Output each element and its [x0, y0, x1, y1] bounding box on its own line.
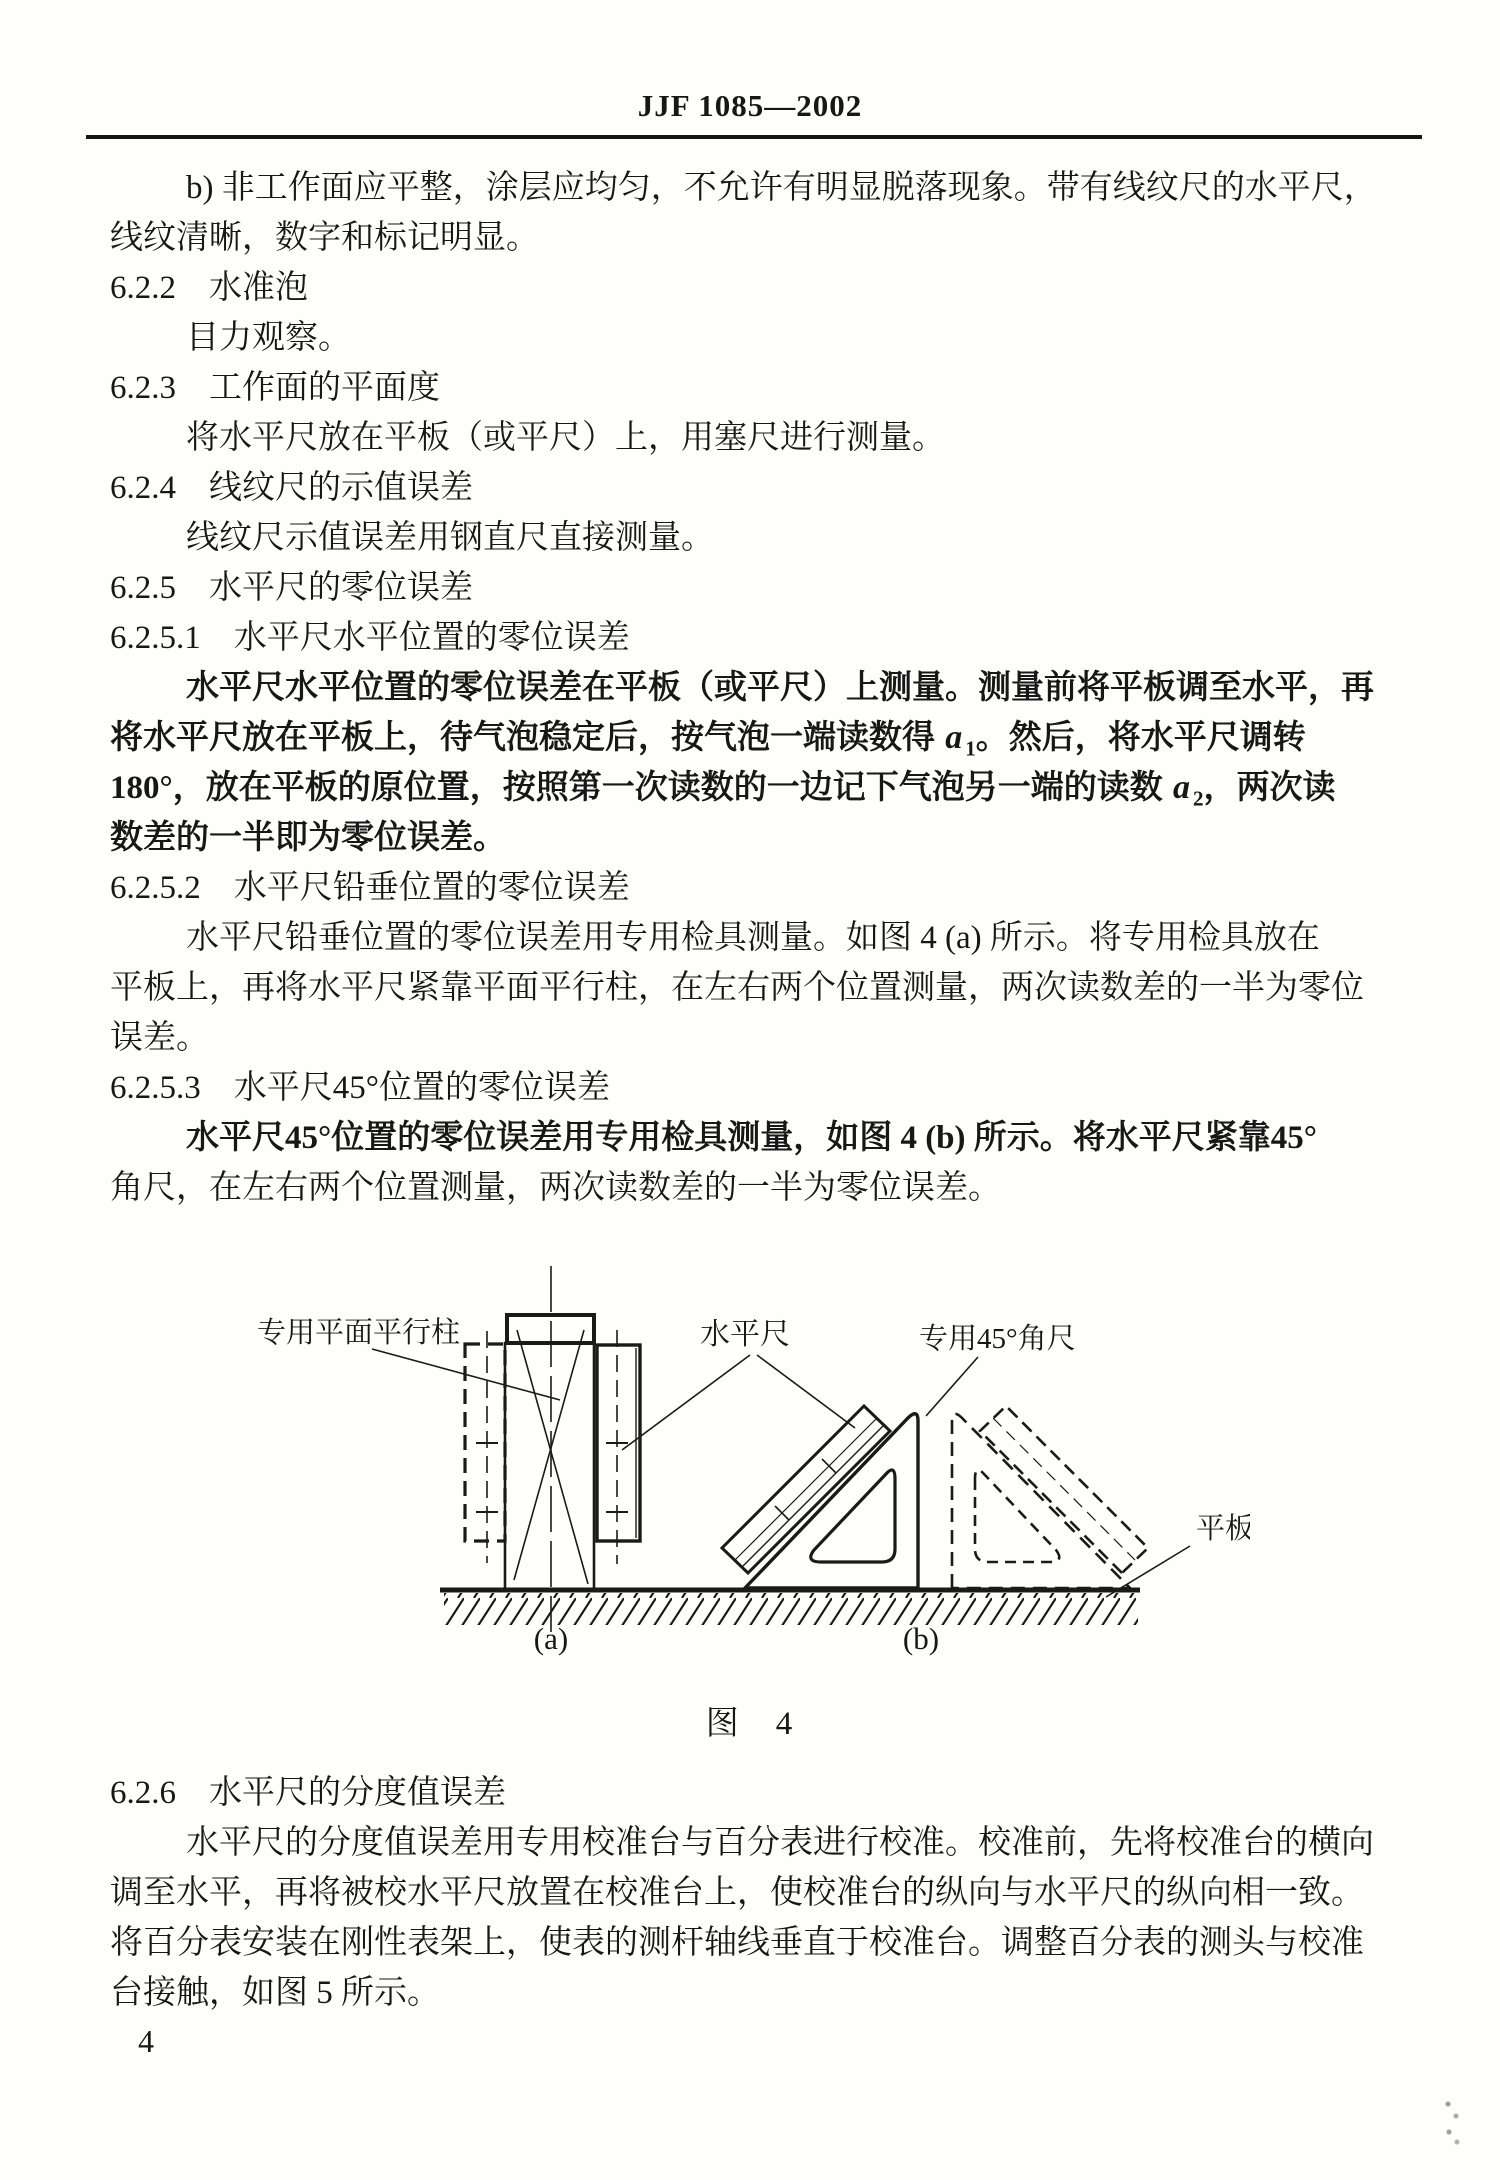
paragraph-line: 水平尺45°位置的零位误差用专用检具测量，如图 4 (b) 所示。将水平尺紧靠45° [186, 1120, 1317, 1156]
paragraph-line [110, 763, 1420, 813]
paragraph-line: 目力观察。 [186, 320, 351, 356]
square-45-dashed-hole [975, 1470, 1059, 1562]
scan-artifact [1444, 2098, 1464, 2146]
body-text-block-2 [110, 1768, 1420, 2018]
paragraph-line: 将百分表安装在刚性表架上，使表的测杆轴线垂直于校准台。调整百分表的测头与校准 [110, 1925, 1364, 1961]
paragraph-line: 误差。 [110, 1020, 209, 1056]
paragraph-line: 调至水平，再将被校水平尺放置在校准台上，使校准台的纵向与水平尺的纵向相一致。 [110, 1875, 1364, 1911]
subscript-2: 2 [1192, 786, 1204, 811]
paragraph-line: 水平尺水平位置的零位误差在平板（或平尺）上测量。测量前将平板调至水平，再 [186, 670, 1374, 706]
paragraph-line: 台接触，如图 5 所示。 [110, 1975, 440, 2011]
column-cross-1 [517, 1330, 588, 1584]
figure-4-drawing [240, 1240, 1250, 1660]
paragraph-line: 水平尺的分度值误差用专用校准台与百分表进行校准。校准前，先将校准台的横向 [186, 1825, 1374, 1861]
subscript-1: 1 [965, 736, 976, 761]
page-number: 4 [138, 2023, 154, 2059]
text-run: 。然后，将水平尺调转 [975, 720, 1306, 756]
label-parallel-column: 专用平面平行柱 [257, 1317, 461, 1349]
paragraph-line [110, 713, 1420, 763]
text-run: ，两次读 [1203, 770, 1336, 806]
text-run: 将水平尺放在平板上，待气泡稳定后，按气泡一端读数得 [110, 720, 944, 756]
level-inclined-centerline [735, 1418, 877, 1560]
variable-a2: a [1172, 769, 1190, 806]
paragraph-line: 将水平尺放在平板（或平尺）上，用塞尺进行测量。 [186, 420, 945, 456]
figure-4-caption: 图 4 [705, 1706, 795, 1742]
figure-b-group [622, 1355, 1190, 1597]
leader-square-45 [926, 1357, 978, 1416]
label-level: 水平尺 [700, 1318, 790, 1351]
heading-6-2-5-3: 6.2.5.3 水平尺45°位置的零位误差 [110, 1070, 610, 1106]
paragraph-line: 水平尺铅垂位置的零位误差用专用检具测量。如图 4 (a) 所示。将专用检具放在 [186, 920, 1320, 956]
figure-4 [240, 1240, 1250, 1660]
heading-6-2-3: 6.2.3 工作面的平面度 [110, 370, 440, 406]
label-plate: 平板 [1196, 1513, 1250, 1545]
paragraph-line: 平板上，再将水平尺紧靠平面平行柱，在左右两个位置测量，两次读数差的一半为零位 [110, 970, 1364, 1006]
level-inclined-inner-edge [743, 1424, 885, 1566]
heading-6-2-5: 6.2.5 水平尺的零位误差 [110, 570, 473, 606]
heading-6-2-4: 6.2.4 线纹尺的示值误差 [110, 470, 473, 506]
leader-level-right [757, 1355, 855, 1428]
column-body [505, 1343, 594, 1590]
heading-6-2-6: 6.2.6 水平尺的分度值误差 [110, 1775, 506, 1811]
paragraph-line: 线纹尺示值误差用钢直尺直接测量。 [186, 520, 714, 556]
paragraph-line: 数差的一半即为零位误差。 [110, 820, 506, 856]
leader-plate [1106, 1546, 1190, 1597]
level-dashed-centerline [993, 1418, 1135, 1560]
heading-6-2-5-2: 6.2.5.2 水平尺铅垂位置的零位误差 [110, 870, 630, 906]
label-sub-a: (a) [533, 1621, 569, 1656]
column-cross-2 [514, 1330, 584, 1580]
heading-6-2-5-1: 6.2.5.1 水平尺水平位置的零位误差 [110, 620, 630, 656]
page-title: JJF 1085—2002 [637, 88, 863, 123]
square-45-solid-hole [811, 1470, 895, 1562]
text-run: 180°，放在平板的原位置，按照第一次读数的一边记下气泡另一端的读数 [110, 770, 1171, 806]
label-square-45: 专用45°角尺 [919, 1323, 1076, 1355]
paragraph-line: 线纹清晰，数字和标记明显。 [110, 220, 539, 256]
variable-a1: a [945, 719, 963, 756]
header-rule [86, 135, 1422, 139]
paragraph-line: b) 非工作面应平整，涂层应均匀，不允许有明显脱落现象。带有线纹尺的水平尺， [186, 170, 1377, 206]
paragraph-line: 角尺，在左右两个位置测量，两次读数差的一半为零位误差。 [110, 1170, 1001, 1206]
label-sub-b: (b) [902, 1621, 940, 1656]
body-text-block-1 [110, 163, 1420, 1213]
heading-6-2-2: 6.2.2 水准泡 [110, 270, 308, 306]
